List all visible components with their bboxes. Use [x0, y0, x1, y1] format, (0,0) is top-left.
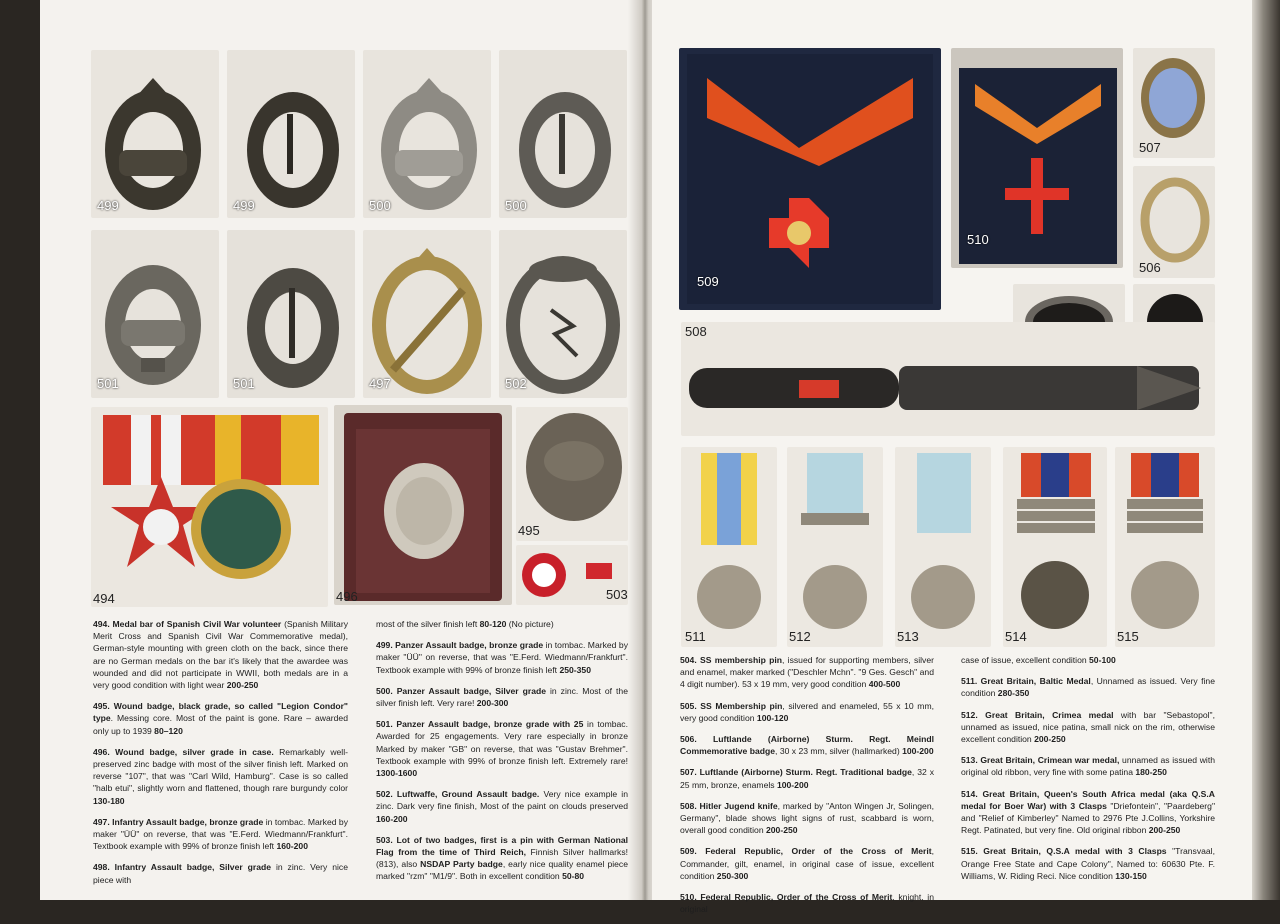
- entry-title: 496. Wound badge, silver grade in case.: [93, 746, 274, 757]
- entry-title: 497. Infantry Assault badge, bronze grade: [93, 816, 264, 827]
- entry-price: 160-200: [376, 813, 408, 824]
- photo-503: [516, 545, 628, 605]
- catalog-entry: [680, 654, 934, 691]
- entry-title: 505. SS Membership pin: [680, 700, 783, 711]
- catalog-entry: [376, 834, 628, 883]
- entry-title: 498. Infantry Assault badge, Silver grade: [93, 862, 272, 873]
- entry-title: 506. Luftlande (Airborne) Sturm. Regt. Meindl Commemorative badge: [680, 734, 934, 757]
- photo-number: 500: [505, 198, 527, 213]
- entry-description: "Transvaal, Orange Free State and Cape Colony", Named to: 60630 Pte. F. Williams, W. Riding Reci. Nice condition: [961, 846, 1215, 881]
- entry-description: Remarkably well-preserved zinc badge with most of the silver finish left. Marked on reverse "107", that was "Carl Wild, Hamburg". Case is so called "halb etui", slightly worn and flattened, though rare burgundy color: [93, 746, 348, 794]
- entry-description: in zinc. Very nice piece with: [93, 862, 348, 885]
- entry-description: , 30 x 23 mm, silver (hallmarked): [775, 746, 903, 757]
- entry-description: , Commander, gilt, enamel, in original case of issue, excellent condition: [680, 846, 934, 881]
- photo-509: [679, 48, 941, 310]
- entry-description: unnamed as issued with original old ribbon, very fine with some patina: [961, 755, 1215, 778]
- photo-512: [787, 447, 883, 647]
- entry-description: , marked by "Anton Wingen Jr, Solingen, Germany", blade shows light signs of rust, scabbard is worn, overall good condition: [680, 800, 934, 836]
- entry-price: 80–120: [154, 725, 183, 736]
- entry-description: most of the silver finish left: [376, 619, 480, 629]
- photo-number: 501: [233, 376, 255, 391]
- entry-price: 160-200: [276, 841, 308, 852]
- photo-513: [895, 447, 991, 647]
- entry-title: 500. Panzer Assault badge, Silver grade: [376, 685, 547, 696]
- catalog-entry: [680, 700, 934, 724]
- entry-description: , early nice quality enamel piece marked "rzm" "M1/9". Both in excellent condition: [376, 859, 628, 882]
- entry-title: 495. Wound badge, black grade, so called "Legion Condor" type: [93, 701, 348, 724]
- photo-number: 515: [1117, 629, 1139, 644]
- photo-495: [516, 407, 628, 541]
- entry-price: 100-200: [902, 746, 934, 757]
- entry-price: 1300-1600: [376, 768, 418, 779]
- photo-number: 507: [1139, 140, 1161, 155]
- catalog-entry: [961, 845, 1215, 882]
- entry-price: 250-350: [559, 664, 591, 675]
- photo-number: 511: [685, 629, 706, 644]
- photo-499-reverse: [227, 50, 355, 218]
- book-edge: [1252, 0, 1280, 900]
- entry-title: 502. Luftwaffe, Ground Assault badge.: [376, 789, 540, 800]
- entry-title: 514. Great Britain, Queen's South Africa medal (aka Q.S.A medal for Boer War) with 3 Clasps: [961, 788, 1215, 811]
- entry-description: Very nice example in zinc. Dark very fine finish, Most of the paint on clouds preserved: [376, 789, 628, 812]
- catalog-entry: [680, 800, 934, 837]
- entry-title: 515. Great Britain, Q.S.A medal with 3 Clasps: [961, 846, 1167, 857]
- photo-number: 499: [97, 198, 119, 213]
- entry-description: with bar "Sebastopol", unnamed as issued, nice patina, small nick on the rim, otherwise excellent condition: [961, 709, 1215, 745]
- entry-title: NSDAP Party badge: [420, 859, 503, 870]
- photo-501-front: [91, 230, 219, 398]
- photo-494: [91, 407, 328, 607]
- photo-502: [499, 230, 627, 398]
- entry-description: , issued for supporting members, silver and enamel, maker marked ("Deschler Mchn". "9 Ges. Gesch" and 4 digit number). 53 x 19 mm, very good condition: [680, 655, 934, 690]
- photo-number: 513: [897, 629, 919, 644]
- photo-number: 502: [505, 376, 527, 391]
- entry-price: 130-180: [93, 795, 125, 806]
- photo-number: 510: [967, 232, 989, 247]
- catalog-entry: [961, 675, 1215, 699]
- entry-title: 513. Great Britain, Crimean war medal,: [961, 755, 1120, 766]
- entry-description: , silvered and enameled, 55 x 10 mm, very good condition: [680, 700, 934, 723]
- entry-description: in tombac. Marked by maker "ÜÜ" on reverse, that was "E.Ferd. Wiedmann/Frankfurt". Textbook example with 99% of bronze finish left: [376, 640, 628, 675]
- entry-price: 180-250: [1135, 767, 1167, 778]
- entry-title: 510. Federal Republic, Order of the Cross of Merit: [680, 892, 893, 903]
- catalog-entry: [961, 788, 1215, 837]
- entry-price: 250-300: [716, 870, 749, 881]
- entry-description: Finnish Silver hallmarks! (813), also: [376, 847, 628, 870]
- entry-price: 50-80: [562, 871, 585, 882]
- entry-description: case of issue, excellent condition: [961, 655, 1090, 665]
- catalog-entry: [680, 845, 934, 882]
- photo-510: [951, 48, 1123, 268]
- entry-title: 504. SS membership pin: [680, 655, 782, 665]
- left-text-column-1: [93, 618, 348, 895]
- entry-description: . Messing core. Most of the paint is gone. Rare – awarded only up to 1939: [93, 713, 348, 736]
- entry-title: 501. Panzer Assault badge, bronze grade with 25: [376, 719, 584, 730]
- catalog-entry: [93, 861, 348, 885]
- catalog-entry: [961, 654, 1215, 666]
- catalog-entry: [376, 788, 628, 825]
- photo-500-reverse: [499, 50, 627, 218]
- entry-description: in tombac. Marked by maker "ÜÜ" on reverse, that was "E.Ferd. Wiedmann/Frankfurt". Textbook example with 99% of bronze finish left: [93, 816, 348, 852]
- entry-price: 130-150: [1115, 870, 1147, 881]
- entry-description: , Unnamed as issued. Very fine condition: [961, 676, 1215, 699]
- entry-note: (No picture): [506, 619, 554, 629]
- catalog-entry: [961, 754, 1215, 778]
- photo-number: 512: [789, 629, 811, 644]
- catalog-entry: [93, 700, 348, 737]
- photo-515: [1115, 447, 1215, 647]
- entry-description: , 32 x 25 mm, bronze, enamels: [680, 767, 934, 790]
- catalog-entry: [93, 746, 348, 807]
- entry-price: 200-250: [226, 680, 259, 691]
- photo-number: 496: [336, 589, 358, 604]
- entry-price: 50-100: [1089, 655, 1116, 665]
- entry-description: in zinc. Most of the silver finish left. Very rare!: [376, 685, 628, 709]
- entry-price: 400-500: [868, 679, 901, 690]
- entry-price: 100-120: [756, 712, 789, 723]
- photo-499-front: [91, 50, 219, 218]
- entry-price: 200-300: [476, 698, 509, 709]
- photo-number: 501: [97, 376, 119, 391]
- entry-title: 512. Great Britain, Crimea medal: [961, 709, 1114, 720]
- entry-price: 200-250: [1034, 734, 1066, 745]
- right-text-column-2: [961, 654, 1215, 891]
- photo-507: [1133, 48, 1215, 158]
- photo-number: 495: [518, 523, 540, 538]
- entry-title: 503. Lot of two badges, first is a pin with German National Flag from the time of Third Reich,: [376, 834, 628, 858]
- photo-500-front: [363, 50, 491, 218]
- catalog-entry: [680, 766, 934, 790]
- photo-number: 514: [1005, 629, 1027, 644]
- entry-price: 200-250: [1148, 825, 1181, 836]
- photo-number: 500: [369, 198, 391, 213]
- photo-514: [1003, 447, 1107, 647]
- photo-501-reverse: [227, 230, 355, 398]
- entry-title: 508. Hitler Jugend knife: [680, 800, 778, 811]
- photo-number: 499: [233, 198, 255, 213]
- right-text-column-1: [680, 654, 934, 924]
- catalog-entry: [376, 618, 628, 630]
- entry-price: 100-200: [776, 779, 809, 790]
- photo-496: [334, 405, 512, 605]
- photo-number: 509: [697, 274, 719, 289]
- catalog-entry: [961, 709, 1215, 746]
- catalog-entry: [376, 685, 628, 709]
- entry-description: in tombac. Awarded for 25 engagements. Very rare especially in bronze Marked by maker "GB" on reverse, that was "Gustav Brehmer". Textbook example with 99% of bronze finish left. Extremely rare!: [376, 719, 628, 766]
- entry-title: 509. Federal Republic, Order of the Cross of Merit: [680, 846, 932, 857]
- photo-number: 497: [369, 376, 391, 391]
- entry-description: (Spanish Military Merit Cross and Spanish Civil War Commemorative medal), German-style mounting with green cloth on the back, since there are no German medals on the bar it's likely that the awardee was wounded and did not participate in WWII, both medals are in a very good condition with light wear: [93, 619, 348, 691]
- catalog-entry: [376, 639, 628, 676]
- catalog-entry: [376, 718, 628, 779]
- entry-title: 494. Medal bar of Spanish Civil War volunteer: [93, 619, 282, 629]
- photo-506: [1133, 166, 1215, 278]
- catalog-entry: [680, 733, 934, 757]
- entry-price: 80-120: [479, 619, 507, 629]
- catalog-entry: [93, 816, 348, 853]
- photo-number: 494: [93, 591, 115, 606]
- photo-508: [681, 322, 1215, 436]
- entry-title: 507. Luftlande (Airborne) Sturm. Regt. Traditional badge: [680, 767, 912, 778]
- entry-price: 280-350: [997, 688, 1030, 699]
- catalog-entry: [93, 618, 348, 691]
- photo-number: 506: [1139, 260, 1161, 275]
- entry-description: , knight, in original: [680, 892, 934, 915]
- entry-description: "Driefontein", "Paardeberg" and "Relief of Kimberley" Named to 2976 Pte J.Collins, Yorkshire Regt. Patinated, but very fine. Old original ribbon: [961, 800, 1215, 836]
- photo-511: [681, 447, 777, 647]
- catalog-entry: [680, 891, 934, 915]
- photo-497: [363, 230, 491, 398]
- photo-number: 508: [685, 324, 707, 339]
- left-text-column-2: [376, 618, 628, 892]
- entry-title: 511. Great Britain, Baltic Medal: [961, 676, 1091, 687]
- photo-number: 503: [606, 587, 628, 602]
- entry-price: 200-250: [766, 825, 798, 836]
- entry-title: 499. Panzer Assault badge, bronze grade: [376, 640, 544, 651]
